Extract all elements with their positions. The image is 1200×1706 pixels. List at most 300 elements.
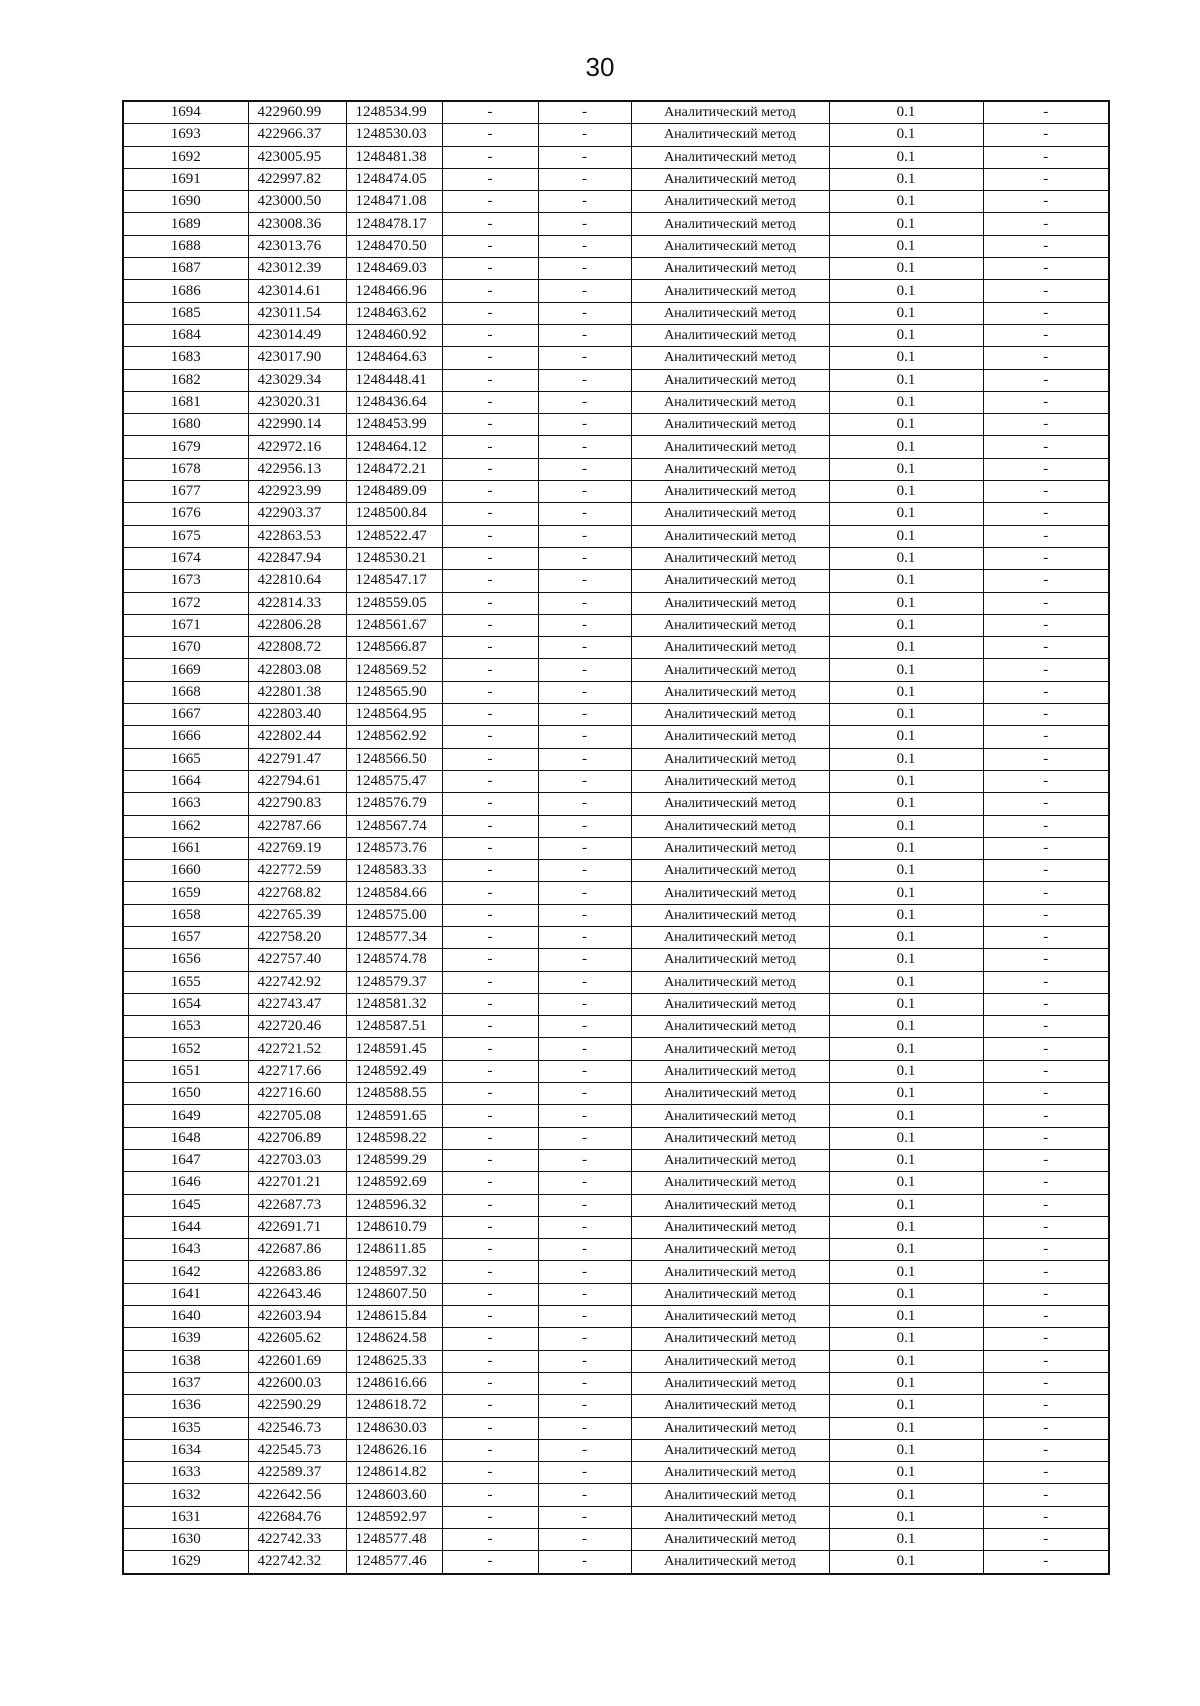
dash-cell-3: - — [983, 1306, 1109, 1328]
table-row — [123, 302, 1109, 324]
dash-cell-3: - — [983, 1484, 1109, 1506]
table-row — [123, 949, 1109, 971]
dash-cell-3: - — [983, 748, 1109, 770]
table-row — [123, 748, 1109, 770]
accuracy-cell: 0.1 — [829, 168, 983, 190]
y-coordinate-cell: 1248448.41 — [346, 369, 442, 391]
y-coordinate-cell: 1248592.49 — [346, 1060, 442, 1082]
y-coordinate-cell: 1248591.45 — [346, 1038, 442, 1060]
dash-cell-2: - — [538, 1105, 631, 1127]
x-coordinate-cell: 422765.39 — [248, 904, 346, 926]
point-number-cell: 1648 — [123, 1127, 248, 1149]
dash-cell-2: - — [538, 748, 631, 770]
y-coordinate-cell: 1248522.47 — [346, 525, 442, 547]
point-number-cell: 1679 — [123, 436, 248, 458]
dash-cell-2: - — [538, 280, 631, 302]
method-cell: Аналитический метод — [631, 1372, 829, 1394]
point-number-cell: 1647 — [123, 1149, 248, 1171]
dash-cell-1: - — [442, 993, 538, 1015]
y-coordinate-cell: 1248598.22 — [346, 1127, 442, 1149]
y-coordinate-cell: 1248624.58 — [346, 1328, 442, 1350]
dash-cell-2: - — [538, 681, 631, 703]
point-number-cell: 1675 — [123, 525, 248, 547]
y-coordinate-cell: 1248576.79 — [346, 793, 442, 815]
y-coordinate-cell: 1248615.84 — [346, 1306, 442, 1328]
accuracy-cell: 0.1 — [829, 1395, 983, 1417]
accuracy-cell: 0.1 — [829, 971, 983, 993]
dash-cell-2: - — [538, 124, 631, 146]
accuracy-cell: 0.1 — [829, 213, 983, 235]
dash-cell-2: - — [538, 101, 631, 124]
method-cell: Аналитический метод — [631, 1306, 829, 1328]
accuracy-cell: 0.1 — [829, 1239, 983, 1261]
method-cell: Аналитический метод — [631, 302, 829, 324]
point-number-cell: 1659 — [123, 882, 248, 904]
dash-cell-3: - — [983, 1216, 1109, 1238]
y-coordinate-cell: 1248561.67 — [346, 614, 442, 636]
x-coordinate-cell: 422703.03 — [248, 1149, 346, 1171]
table-row — [123, 1306, 1109, 1328]
y-coordinate-cell: 1248587.51 — [346, 1016, 442, 1038]
dash-cell-1: - — [442, 458, 538, 480]
dash-cell-1: - — [442, 503, 538, 525]
dash-cell-1: - — [442, 1395, 538, 1417]
dash-cell-3: - — [983, 547, 1109, 569]
dash-cell-3: - — [983, 146, 1109, 168]
dash-cell-2: - — [538, 1529, 631, 1551]
y-coordinate-cell: 1248466.96 — [346, 280, 442, 302]
dash-cell-2: - — [538, 860, 631, 882]
dash-cell-1: - — [442, 481, 538, 503]
dash-cell-1: - — [442, 793, 538, 815]
dash-cell-2: - — [538, 1127, 631, 1149]
dash-cell-3: - — [983, 1350, 1109, 1372]
y-coordinate-cell: 1248436.64 — [346, 391, 442, 413]
dash-cell-3: - — [983, 347, 1109, 369]
dash-cell-2: - — [538, 324, 631, 346]
x-coordinate-cell: 422742.33 — [248, 1529, 346, 1551]
method-cell: Аналитический метод — [631, 1506, 829, 1528]
point-number-cell: 1665 — [123, 748, 248, 770]
dash-cell-2: - — [538, 949, 631, 971]
point-number-cell: 1645 — [123, 1194, 248, 1216]
point-number-cell: 1676 — [123, 503, 248, 525]
point-number-cell: 1656 — [123, 949, 248, 971]
dash-cell-2: - — [538, 793, 631, 815]
point-number-cell: 1642 — [123, 1261, 248, 1283]
x-coordinate-cell: 423005.95 — [248, 146, 346, 168]
point-number-cell: 1687 — [123, 258, 248, 280]
x-coordinate-cell: 422717.66 — [248, 1060, 346, 1082]
y-coordinate-cell: 1248575.00 — [346, 904, 442, 926]
accuracy-cell: 0.1 — [829, 481, 983, 503]
x-coordinate-cell: 422684.76 — [248, 1506, 346, 1528]
dash-cell-3: - — [983, 659, 1109, 681]
method-cell: Аналитический метод — [631, 793, 829, 815]
dash-cell-3: - — [983, 1083, 1109, 1105]
table-row — [123, 124, 1109, 146]
dash-cell-2: - — [538, 1239, 631, 1261]
point-number-cell: 1674 — [123, 547, 248, 569]
dash-cell-1: - — [442, 1105, 538, 1127]
dash-cell-1: - — [442, 1060, 538, 1082]
method-cell: Аналитический метод — [631, 1060, 829, 1082]
dash-cell-1: - — [442, 1239, 538, 1261]
table-row — [123, 525, 1109, 547]
method-cell: Аналитический метод — [631, 1551, 829, 1574]
dash-cell-1: - — [442, 971, 538, 993]
method-cell: Аналитический метод — [631, 1149, 829, 1171]
y-coordinate-cell: 1248463.62 — [346, 302, 442, 324]
x-coordinate-cell: 422794.61 — [248, 770, 346, 792]
x-coordinate-cell: 422720.46 — [248, 1016, 346, 1038]
y-coordinate-cell: 1248603.60 — [346, 1484, 442, 1506]
y-coordinate-cell: 1248534.99 — [346, 101, 442, 124]
table-row — [123, 1239, 1109, 1261]
table-row — [123, 1149, 1109, 1171]
table-row — [123, 481, 1109, 503]
point-number-cell: 1646 — [123, 1172, 248, 1194]
dash-cell-1: - — [442, 547, 538, 569]
point-number-cell: 1666 — [123, 726, 248, 748]
point-number-cell: 1638 — [123, 1350, 248, 1372]
dash-cell-3: - — [983, 904, 1109, 926]
accuracy-cell: 0.1 — [829, 770, 983, 792]
accuracy-cell: 0.1 — [829, 659, 983, 681]
point-number-cell: 1650 — [123, 1083, 248, 1105]
dash-cell-2: - — [538, 436, 631, 458]
dash-cell-1: - — [442, 949, 538, 971]
dash-cell-2: - — [538, 1551, 631, 1574]
method-cell: Аналитический метод — [631, 101, 829, 124]
dash-cell-3: - — [983, 124, 1109, 146]
method-cell: Аналитический метод — [631, 414, 829, 436]
dash-cell-1: - — [442, 324, 538, 346]
point-number-cell: 1657 — [123, 926, 248, 948]
dash-cell-3: - — [983, 1261, 1109, 1283]
y-coordinate-cell: 1248599.29 — [346, 1149, 442, 1171]
point-number-cell: 1677 — [123, 481, 248, 503]
dash-cell-3: - — [983, 302, 1109, 324]
dash-cell-1: - — [442, 258, 538, 280]
x-coordinate-cell: 423012.39 — [248, 258, 346, 280]
y-coordinate-cell: 1248592.97 — [346, 1506, 442, 1528]
accuracy-cell: 0.1 — [829, 1261, 983, 1283]
accuracy-cell: 0.1 — [829, 235, 983, 257]
dash-cell-1: - — [442, 1529, 538, 1551]
point-number-cell: 1649 — [123, 1105, 248, 1127]
dash-cell-3: - — [983, 1529, 1109, 1551]
method-cell: Аналитический метод — [631, 1439, 829, 1461]
x-coordinate-cell: 422716.60 — [248, 1083, 346, 1105]
table-row — [123, 258, 1109, 280]
x-coordinate-cell: 423013.76 — [248, 235, 346, 257]
method-cell: Аналитический метод — [631, 993, 829, 1015]
dash-cell-1: - — [442, 1439, 538, 1461]
dash-cell-3: - — [983, 1105, 1109, 1127]
dash-cell-3: - — [983, 1060, 1109, 1082]
y-coordinate-cell: 1248577.48 — [346, 1529, 442, 1551]
dash-cell-2: - — [538, 882, 631, 904]
dash-cell-1: - — [442, 1551, 538, 1574]
dash-cell-2: - — [538, 592, 631, 614]
method-cell: Аналитический метод — [631, 258, 829, 280]
method-cell: Аналитический метод — [631, 882, 829, 904]
accuracy-cell: 0.1 — [829, 1216, 983, 1238]
point-number-cell: 1629 — [123, 1551, 248, 1574]
point-number-cell: 1669 — [123, 659, 248, 681]
method-cell: Аналитический метод — [631, 614, 829, 636]
point-number-cell: 1681 — [123, 391, 248, 413]
x-coordinate-cell: 422803.40 — [248, 704, 346, 726]
x-coordinate-cell: 422706.89 — [248, 1127, 346, 1149]
dash-cell-3: - — [983, 1551, 1109, 1574]
table-row — [123, 1395, 1109, 1417]
dash-cell-1: - — [442, 837, 538, 859]
dash-cell-2: - — [538, 1149, 631, 1171]
page-number: 30 — [585, 52, 615, 82]
y-coordinate-cell: 1248564.95 — [346, 704, 442, 726]
dash-cell-1: - — [442, 1261, 538, 1283]
x-coordinate-cell: 423000.50 — [248, 191, 346, 213]
accuracy-cell: 0.1 — [829, 1283, 983, 1305]
method-cell: Аналитический метод — [631, 681, 829, 703]
accuracy-cell: 0.1 — [829, 1038, 983, 1060]
dash-cell-3: - — [983, 592, 1109, 614]
accuracy-cell: 0.1 — [829, 1105, 983, 1127]
dash-cell-2: - — [538, 1439, 631, 1461]
dash-cell-1: - — [442, 302, 538, 324]
dash-cell-1: - — [442, 1328, 538, 1350]
method-cell: Аналитический метод — [631, 748, 829, 770]
dash-cell-2: - — [538, 1194, 631, 1216]
table-row — [123, 681, 1109, 703]
table-row — [123, 1083, 1109, 1105]
point-number-cell: 1660 — [123, 860, 248, 882]
accuracy-cell: 0.1 — [829, 324, 983, 346]
dash-cell-1: - — [442, 1350, 538, 1372]
method-cell: Аналитический метод — [631, 458, 829, 480]
dash-cell-3: - — [983, 414, 1109, 436]
accuracy-cell: 0.1 — [829, 949, 983, 971]
table-row — [123, 347, 1109, 369]
accuracy-cell: 0.1 — [829, 124, 983, 146]
x-coordinate-cell: 422972.16 — [248, 436, 346, 458]
table-row — [123, 1016, 1109, 1038]
point-number-cell: 1652 — [123, 1038, 248, 1060]
dash-cell-3: - — [983, 191, 1109, 213]
x-coordinate-cell: 423014.61 — [248, 280, 346, 302]
dash-cell-3: - — [983, 770, 1109, 792]
method-cell: Аналитический метод — [631, 168, 829, 190]
table-row — [123, 146, 1109, 168]
dash-cell-1: - — [442, 213, 538, 235]
y-coordinate-cell: 1248581.32 — [346, 993, 442, 1015]
method-cell: Аналитический метод — [631, 637, 829, 659]
coordinates-table-container — [122, 100, 1108, 1575]
accuracy-cell: 0.1 — [829, 681, 983, 703]
method-cell: Аналитический метод — [631, 347, 829, 369]
method-cell: Аналитический метод — [631, 1283, 829, 1305]
y-coordinate-cell: 1248584.66 — [346, 882, 442, 904]
table-row — [123, 1484, 1109, 1506]
point-number-cell: 1688 — [123, 235, 248, 257]
accuracy-cell: 0.1 — [829, 503, 983, 525]
dash-cell-1: - — [442, 168, 538, 190]
y-coordinate-cell: 1248630.03 — [346, 1417, 442, 1439]
table-row — [123, 101, 1109, 124]
dash-cell-3: - — [983, 1038, 1109, 1060]
table-row — [123, 547, 1109, 569]
x-coordinate-cell: 423017.90 — [248, 347, 346, 369]
dash-cell-3: - — [983, 1149, 1109, 1171]
x-coordinate-cell: 422787.66 — [248, 815, 346, 837]
dash-cell-3: - — [983, 324, 1109, 346]
dash-cell-2: - — [538, 1372, 631, 1394]
y-coordinate-cell: 1248579.37 — [346, 971, 442, 993]
y-coordinate-cell: 1248597.32 — [346, 1261, 442, 1283]
dash-cell-1: - — [442, 882, 538, 904]
y-coordinate-cell: 1248588.55 — [346, 1083, 442, 1105]
dash-cell-3: - — [983, 726, 1109, 748]
x-coordinate-cell: 422605.62 — [248, 1328, 346, 1350]
dash-cell-2: - — [538, 369, 631, 391]
table-row — [123, 1372, 1109, 1394]
x-coordinate-cell: 422863.53 — [248, 525, 346, 547]
method-cell: Аналитический метод — [631, 235, 829, 257]
y-coordinate-cell: 1248569.52 — [346, 659, 442, 681]
table-row — [123, 1060, 1109, 1082]
point-number-cell: 1690 — [123, 191, 248, 213]
x-coordinate-cell: 422997.82 — [248, 168, 346, 190]
method-cell: Аналитический метод — [631, 904, 829, 926]
accuracy-cell: 0.1 — [829, 1462, 983, 1484]
dash-cell-1: - — [442, 1484, 538, 1506]
dash-cell-2: - — [538, 971, 631, 993]
dash-cell-1: - — [442, 704, 538, 726]
x-coordinate-cell: 422705.08 — [248, 1105, 346, 1127]
method-cell: Аналитический метод — [631, 1194, 829, 1216]
dash-cell-1: - — [442, 525, 538, 547]
accuracy-cell: 0.1 — [829, 882, 983, 904]
dash-cell-2: - — [538, 503, 631, 525]
y-coordinate-cell: 1248607.50 — [346, 1283, 442, 1305]
dash-cell-3: - — [983, 993, 1109, 1015]
table-row — [123, 503, 1109, 525]
table-row — [123, 1439, 1109, 1461]
point-number-cell: 1632 — [123, 1484, 248, 1506]
y-coordinate-cell: 1248592.69 — [346, 1172, 442, 1194]
y-coordinate-cell: 1248464.12 — [346, 436, 442, 458]
accuracy-cell: 0.1 — [829, 993, 983, 1015]
dash-cell-1: - — [442, 570, 538, 592]
dash-cell-1: - — [442, 1306, 538, 1328]
x-coordinate-cell: 422757.40 — [248, 949, 346, 971]
accuracy-cell: 0.1 — [829, 592, 983, 614]
point-number-cell: 1664 — [123, 770, 248, 792]
table-body — [123, 101, 1109, 1574]
dash-cell-3: - — [983, 614, 1109, 636]
dash-cell-3: - — [983, 1239, 1109, 1261]
dash-cell-2: - — [538, 1038, 631, 1060]
dash-cell-2: - — [538, 770, 631, 792]
dash-cell-3: - — [983, 926, 1109, 948]
dash-cell-2: - — [538, 1328, 631, 1350]
accuracy-cell: 0.1 — [829, 570, 983, 592]
table-row — [123, 1328, 1109, 1350]
x-coordinate-cell: 423020.31 — [248, 391, 346, 413]
x-coordinate-cell: 422687.86 — [248, 1239, 346, 1261]
table-row — [123, 391, 1109, 413]
table-row — [123, 1462, 1109, 1484]
table-row — [123, 659, 1109, 681]
dash-cell-2: - — [538, 1484, 631, 1506]
table-row — [123, 458, 1109, 480]
method-cell: Аналитический метод — [631, 213, 829, 235]
method-cell: Аналитический метод — [631, 1216, 829, 1238]
accuracy-cell: 0.1 — [829, 748, 983, 770]
method-cell: Аналитический метод — [631, 124, 829, 146]
dash-cell-2: - — [538, 614, 631, 636]
x-coordinate-cell: 422806.28 — [248, 614, 346, 636]
accuracy-cell: 0.1 — [829, 1417, 983, 1439]
dash-cell-1: - — [442, 369, 538, 391]
table-row — [123, 1172, 1109, 1194]
y-coordinate-cell: 1248559.05 — [346, 592, 442, 614]
method-cell: Аналитический метод — [631, 547, 829, 569]
y-coordinate-cell: 1248500.84 — [346, 503, 442, 525]
x-coordinate-cell: 422601.69 — [248, 1350, 346, 1372]
method-cell: Аналитический метод — [631, 146, 829, 168]
y-coordinate-cell: 1248469.03 — [346, 258, 442, 280]
dash-cell-3: - — [983, 369, 1109, 391]
point-number-cell: 1636 — [123, 1395, 248, 1417]
table-row — [123, 213, 1109, 235]
y-coordinate-cell: 1248591.65 — [346, 1105, 442, 1127]
dash-cell-3: - — [983, 1372, 1109, 1394]
dash-cell-3: - — [983, 235, 1109, 257]
dash-cell-1: - — [442, 1083, 538, 1105]
y-coordinate-cell: 1248566.50 — [346, 748, 442, 770]
x-coordinate-cell: 422990.14 — [248, 414, 346, 436]
y-coordinate-cell: 1248574.78 — [346, 949, 442, 971]
method-cell: Аналитический метод — [631, 1328, 829, 1350]
x-coordinate-cell: 422772.59 — [248, 860, 346, 882]
point-number-cell: 1689 — [123, 213, 248, 235]
dash-cell-2: - — [538, 637, 631, 659]
dash-cell-1: - — [442, 124, 538, 146]
accuracy-cell: 0.1 — [829, 1350, 983, 1372]
y-coordinate-cell: 1248625.33 — [346, 1350, 442, 1372]
dash-cell-2: - — [538, 1172, 631, 1194]
x-coordinate-cell: 422642.56 — [248, 1484, 346, 1506]
dash-cell-1: - — [442, 592, 538, 614]
x-coordinate-cell: 422810.64 — [248, 570, 346, 592]
table-row — [123, 1529, 1109, 1551]
y-coordinate-cell: 1248626.16 — [346, 1439, 442, 1461]
method-cell: Аналитический метод — [631, 1127, 829, 1149]
dash-cell-3: - — [983, 1172, 1109, 1194]
x-coordinate-cell: 422790.83 — [248, 793, 346, 815]
accuracy-cell: 0.1 — [829, 1506, 983, 1528]
dash-cell-1: - — [442, 1372, 538, 1394]
method-cell: Аналитический метод — [631, 949, 829, 971]
x-coordinate-cell: 422701.21 — [248, 1172, 346, 1194]
y-coordinate-cell: 1248478.17 — [346, 213, 442, 235]
accuracy-cell: 0.1 — [829, 726, 983, 748]
point-number-cell: 1683 — [123, 347, 248, 369]
accuracy-cell: 0.1 — [829, 1484, 983, 1506]
